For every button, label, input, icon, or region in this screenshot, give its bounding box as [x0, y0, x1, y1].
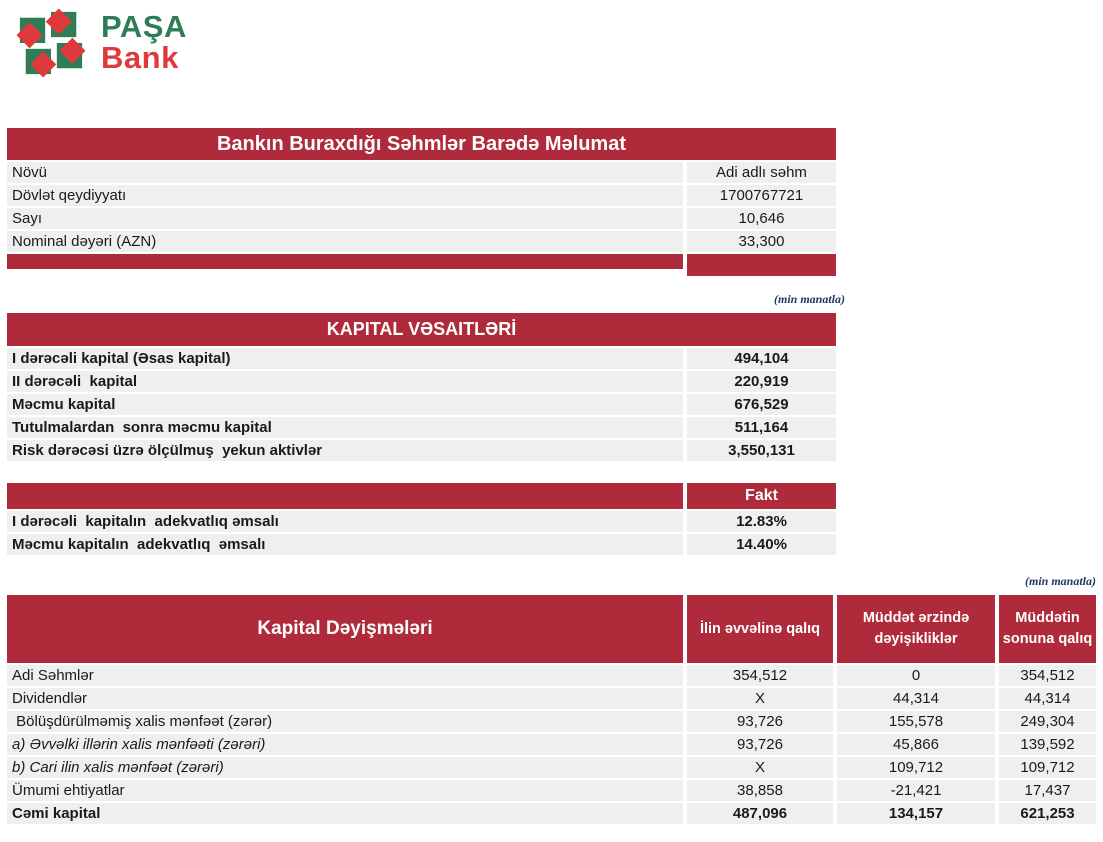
row-label: Bölüşdürülməmiş xalis mənfəət (zərər) — [7, 711, 683, 732]
table-row — [7, 231, 836, 252]
row-label: Ümumi ehtiyatlar — [7, 780, 683, 801]
row-value-start: X — [687, 688, 833, 709]
row-label: a) Əvvəlki illərin xalis mənfəəti (zərəri) — [7, 734, 683, 755]
row-value: 676,529 — [687, 394, 836, 415]
row-value-end: 621,253 — [999, 803, 1096, 824]
logo-text-pasha: PAŞA — [101, 9, 187, 44]
row-value-end: 354,512 — [999, 665, 1096, 686]
row-label: II dərəcəli kapital — [7, 371, 683, 392]
row-label: Dövlət qeydiyyatı — [7, 185, 683, 206]
table-row — [7, 757, 1096, 778]
bank-logo — [15, 8, 187, 78]
shares-table — [7, 128, 836, 276]
table-row — [7, 534, 836, 555]
adequacy-table — [7, 483, 836, 555]
shares-table-title: Bankın Buraxdığı Səhmlər Barədə Məlumat — [7, 128, 836, 160]
row-label: Nominal dəyəri (AZN) — [7, 231, 683, 252]
capital-table-title: KAPITAL VƏSAITLƏRİ — [7, 313, 836, 346]
row-value-end: 44,314 — [999, 688, 1096, 709]
row-value-start: 354,512 — [687, 665, 833, 686]
row-value: 1700767721 — [687, 185, 836, 206]
row-value: 33,300 — [687, 231, 836, 252]
row-label: Adi Səhmlər — [7, 665, 683, 686]
row-value-end: 109,712 — [999, 757, 1096, 778]
row-label: Növü — [7, 162, 683, 183]
row-label: Sayı — [7, 208, 683, 229]
row-label: Məcmu kapitalın adekvatlıq əmsalı — [7, 534, 683, 555]
row-value-start: 487,096 — [687, 803, 833, 824]
table-row — [7, 440, 836, 461]
row-value-change: 45,866 — [837, 734, 995, 755]
table-row — [7, 780, 1096, 801]
row-value-change: 0 — [837, 665, 995, 686]
table-row — [7, 417, 836, 438]
capital-unit-note: (min manatla) — [773, 292, 845, 306]
table-row — [7, 371, 836, 392]
pasha-bank-logo-icon — [15, 8, 87, 78]
table-row — [7, 185, 836, 206]
row-value: 12.83% — [687, 511, 836, 532]
row-value-end: 249,304 — [999, 711, 1096, 732]
table-row — [7, 511, 836, 532]
row-value-change: 109,712 — [837, 757, 995, 778]
row-value: 220,919 — [687, 371, 836, 392]
row-value-start: 38,858 — [687, 780, 833, 801]
column-header-end-balance: Müddətin sonuna qalıq — [999, 595, 1096, 663]
table-row — [7, 688, 1096, 709]
changes-table-header — [7, 595, 1096, 663]
table-row — [7, 711, 1096, 732]
footer-bar-right — [687, 254, 836, 276]
row-value-start: X — [687, 757, 833, 778]
column-header-period-changes: Müddət ərzində dəyişikliklər — [837, 595, 995, 663]
row-value-change: -21,421 — [837, 780, 995, 801]
row-label: b) Cari ilin xalis mənfəət (zərəri) — [7, 757, 683, 778]
row-value-end: 17,437 — [999, 780, 1096, 801]
logo-text — [101, 9, 187, 78]
row-value: 3,550,131 — [687, 440, 836, 461]
row-value-start: 93,726 — [687, 734, 833, 755]
row-label: I dərəcəli kapitalın adekvatlıq əmsalı — [7, 511, 683, 532]
row-value-end: 139,592 — [999, 734, 1096, 755]
logo-text-bank: Bank — [101, 40, 179, 75]
shares-table-footer-bar — [7, 254, 836, 276]
row-label: I dərəcəli kapital (Əsas kapital) — [7, 348, 683, 369]
table-row — [7, 348, 836, 369]
row-value-change: 44,314 — [837, 688, 995, 709]
table-row — [7, 734, 1096, 755]
table-row — [7, 162, 836, 183]
row-value-start: 93,726 — [687, 711, 833, 732]
row-label: Tutulmalardan sonra məcmu kapital — [7, 417, 683, 438]
row-value: 511,164 — [687, 417, 836, 438]
row-value: 494,104 — [687, 348, 836, 369]
changes-unit-note: (min manatla) — [1024, 574, 1096, 588]
changes-table — [7, 595, 1096, 824]
table-row — [7, 208, 836, 229]
row-value: Adi adlı səhm — [687, 162, 836, 183]
row-value: 10,646 — [687, 208, 836, 229]
footer-bar-left — [7, 254, 683, 269]
changes-table-title: Kapital Dəyişmələri — [7, 595, 683, 663]
row-label: Məcmu kapital — [7, 394, 683, 415]
row-label: Cəmi kapital — [7, 803, 683, 824]
column-header-start-balance: İlin əvvəlinə qalıq — [687, 595, 833, 663]
table-row-total — [7, 803, 1096, 824]
row-value-change: 155,578 — [837, 711, 995, 732]
header-spacer — [7, 483, 683, 509]
adequacy-table-header — [7, 483, 836, 509]
table-row — [7, 394, 836, 415]
table-row — [7, 665, 1096, 686]
capital-table — [7, 313, 836, 461]
row-label: Dividendlər — [7, 688, 683, 709]
fakt-column-header: Fakt — [687, 483, 836, 509]
row-value-change: 134,157 — [837, 803, 995, 824]
row-label: Risk dərəcəsi üzrə ölçülmuş yekun aktivlər — [7, 440, 683, 461]
row-value: 14.40% — [687, 534, 836, 555]
